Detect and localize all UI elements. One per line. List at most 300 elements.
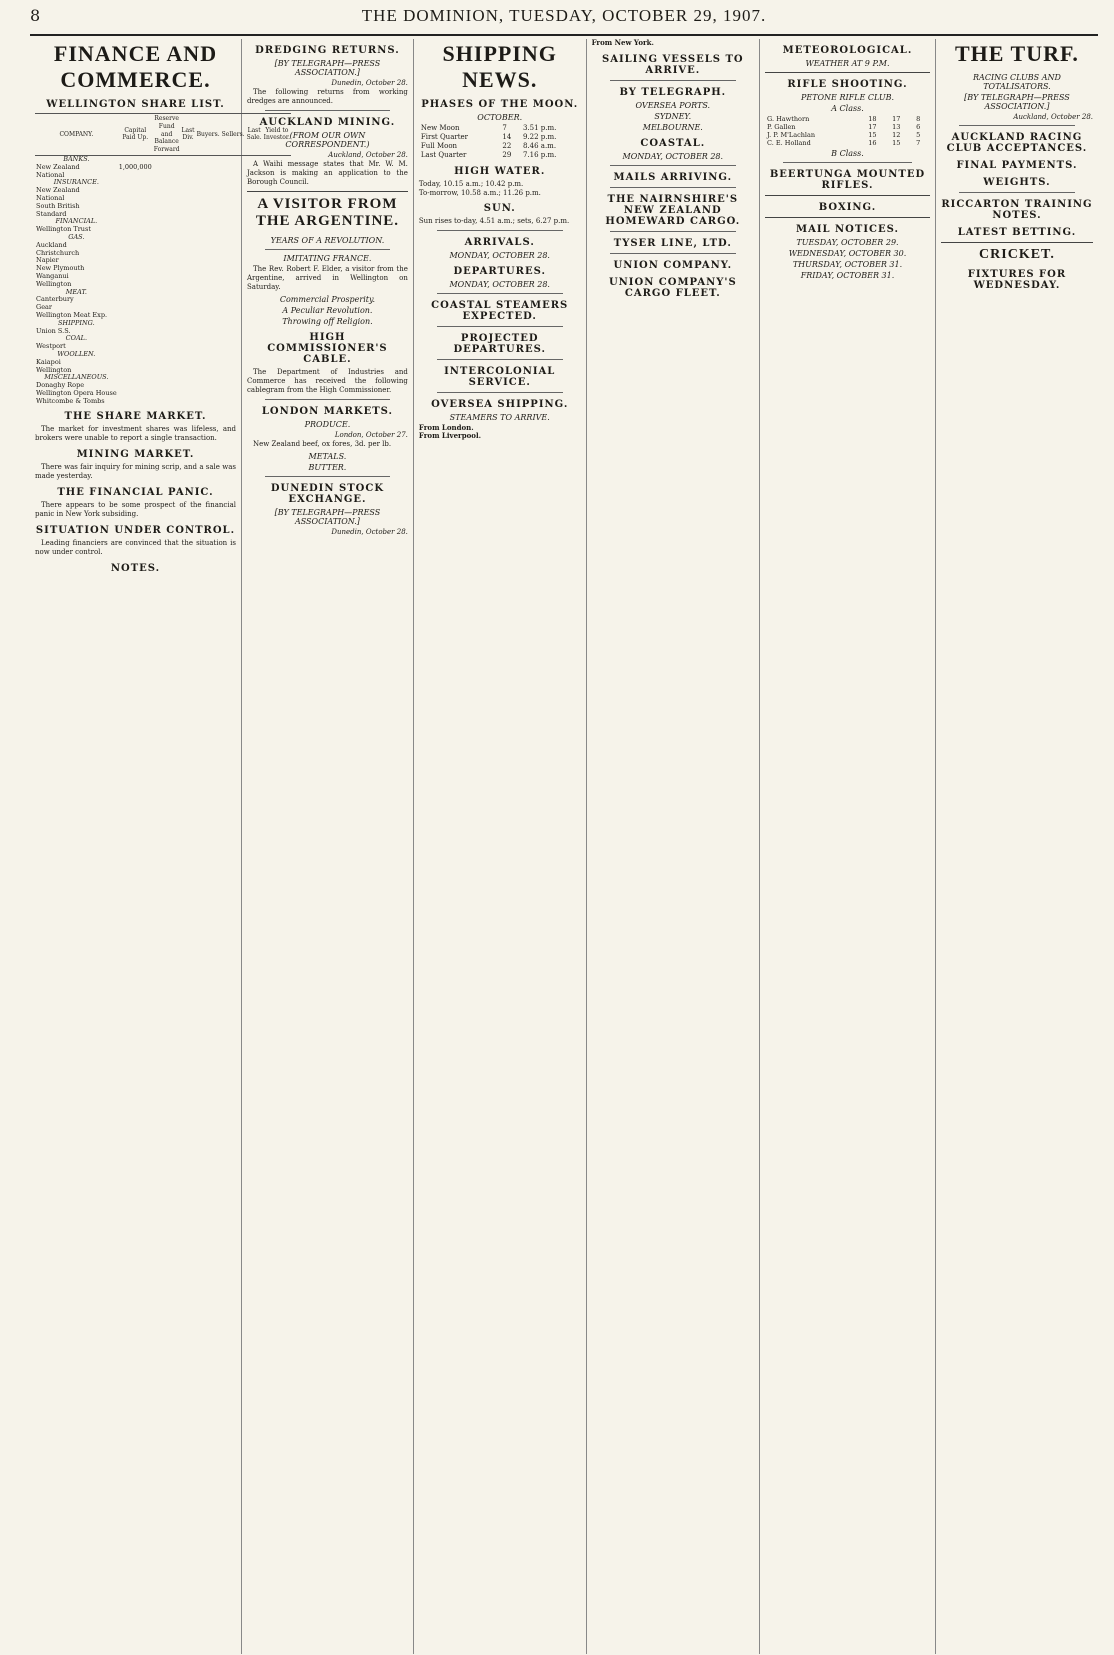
turf-heading: THE TURF. (954, 41, 1079, 66)
table-cell (196, 367, 221, 375)
table-cell (196, 312, 221, 320)
table-cell (153, 398, 181, 406)
table-cell: FINANCIAL. (55, 217, 98, 226)
table-cell: SHIPPING. (57, 318, 95, 327)
table-cell: Auckland (36, 240, 67, 249)
rifle-class-a: A Class. (831, 104, 864, 113)
table-cell (181, 179, 196, 187)
table-cell (153, 335, 181, 343)
share-market-title: THE SHARE MARKET. (64, 411, 207, 423)
table-cell (118, 335, 153, 343)
table-cell (181, 367, 196, 375)
table-cell (181, 155, 196, 163)
table-cell: BANKS. (63, 154, 90, 163)
table-cell (153, 203, 181, 211)
mail-day-4: FRIDAY, OCTOBER 31. (800, 271, 895, 280)
table-cell (153, 382, 181, 390)
phase-cell: Full Moon (420, 142, 458, 150)
mail-day-1: TUESDAY, OCTOBER 29. (796, 238, 899, 247)
weights-title: WEIGHTS. (983, 177, 1051, 188)
union-title: UNION COMPANY. (613, 259, 733, 271)
table-cell (181, 351, 196, 359)
phase-cell: Last Quarter (420, 151, 467, 159)
rifle-cell: 13 (892, 123, 901, 131)
share-col-header: Last Sale. (246, 114, 263, 156)
table-cell: COAL. (65, 334, 88, 343)
table-cell (153, 195, 181, 203)
table-cell (196, 218, 221, 226)
table-cell (118, 218, 153, 226)
arrivals-title: ARRIVALS. (464, 236, 535, 248)
masthead (30, 6, 1098, 36)
table-cell (153, 367, 181, 375)
table-cell (196, 164, 221, 172)
sun-line: Sun rises to-day, 4.51 a.m.; sets, 6.27 p.m. (418, 217, 570, 226)
table-cell: INSURANCE. (53, 178, 99, 187)
table-cell (196, 155, 221, 163)
table-cell (196, 398, 221, 406)
share-list-title: WELLINGTON SHARE LIST. (46, 99, 225, 110)
dredging-text: The following returns from working dredges are announced. (247, 88, 408, 105)
high-commissioner-text: The Department of Industries and Commerce has received the following cablegram from the High Commissioner. (247, 368, 408, 394)
table-cell (181, 234, 196, 242)
rifle-club: PETONE RIFLE CLUB. (800, 93, 895, 102)
telegraph-title: BY TELEGRAPH. (619, 86, 727, 98)
rifle-cell: 18 (868, 115, 877, 123)
turf-dateline: Auckland, October 28. (1013, 113, 1093, 121)
oversea-sub: STEAMERS TO ARRIVE. (449, 412, 550, 422)
table-cell (153, 164, 181, 172)
table-cell: Wellington Meat Exp. (36, 310, 108, 319)
dredging-title: DREDGING RETURNS. (255, 45, 400, 56)
dredging-sub: [BY TELEGRAPH—PRESS ASSOCIATION.] (274, 59, 381, 77)
table-cell (181, 226, 196, 234)
departures-date: MONDAY, OCTOBER 28. (449, 279, 550, 289)
rifle-row (765, 131, 930, 139)
table-cell (118, 328, 153, 336)
table-cell (181, 312, 196, 320)
rifle-cell: 17 (892, 115, 901, 123)
table-cell (196, 328, 221, 336)
rifle-row (765, 123, 930, 131)
rifle-cell: 6 (916, 123, 921, 131)
table-cell (118, 234, 153, 242)
table-cell (153, 265, 181, 273)
rifle-title: RIFLE SHOOTING. (787, 79, 908, 90)
table-cell (181, 195, 196, 203)
produce-text: New Zealand beef, ox fores, 3d. per lb. (253, 440, 392, 448)
table-cell (153, 281, 181, 289)
table-cell: WOOLLEN. (57, 349, 96, 358)
table-cell (196, 179, 221, 187)
table-cell (153, 250, 181, 258)
table-cell (153, 179, 181, 187)
boxing-title: BOXING. (818, 202, 877, 213)
finance-heading: FINANCE AND COMMERCE. (53, 41, 218, 92)
table-cell (196, 203, 221, 211)
phase-cell: 22 (502, 142, 512, 150)
table-cell (153, 211, 181, 219)
table-cell (181, 211, 196, 219)
table-cell (181, 187, 196, 195)
riccarton-title: RICCARTON TRAINING NOTES. (941, 199, 1093, 221)
produce-dateline: London, October 27. (334, 431, 408, 439)
share-market-text: The market for investment shares was lifeless, and brokers were unable to report a single transaction. (35, 425, 236, 443)
butter-sub: BUTTER. (308, 463, 347, 472)
table-cell: GAS. (68, 232, 85, 241)
table-cell (181, 172, 196, 180)
rifle-cell: 5 (916, 131, 921, 139)
table-cell: Standard (36, 209, 67, 218)
table-cell (181, 257, 196, 265)
table-cell (118, 273, 153, 281)
sun-title: SUN. (483, 203, 516, 215)
table-cell (196, 226, 221, 234)
departures-title: DEPARTURES. (453, 265, 546, 277)
turf-sub: RACING CLUBS AND TOTALISATORS. (973, 73, 1061, 91)
table-cell (118, 179, 153, 187)
london-markets-title: LONDON MARKETS. (261, 406, 393, 417)
rifle-cell: 8 (916, 115, 921, 123)
sydney: SYDNEY. (654, 111, 692, 121)
table-cell (153, 226, 181, 234)
phases-table (419, 124, 581, 160)
share-col-header: Yield to Investor. (263, 114, 291, 156)
page-number: 8 (30, 6, 41, 25)
share-col-header: Capital Paid Up. (118, 114, 153, 156)
turf-tel: [BY TELEGRAPH—PRESS ASSOCIATION.] (964, 93, 1070, 111)
mail-day-2: WEDNESDAY, OCTOBER 30. (788, 249, 907, 258)
auckland-mining-text: A Waihi message states that Mr. W. M. Jackson is making an application to the Borough Council. (247, 160, 408, 186)
nz-homeward-title: THE NAIRNSHIRE'S NEW ZEALAND HOMEWARD CARGO. (605, 193, 741, 227)
produce-sub: PRODUCE. (304, 420, 351, 429)
table-cell (196, 343, 221, 351)
auckland-mining-title: AUCKLAND MINING. (259, 117, 396, 128)
phase-cell: 7.16 p.m. (522, 151, 557, 159)
table-cell (153, 234, 181, 242)
mail-day-3: THURSDAY, OCTOBER 31. (792, 260, 903, 269)
phases-title: PHASES OF THE MOON. (421, 99, 579, 110)
table-cell (118, 398, 153, 406)
column-finance (30, 39, 291, 1654)
phase-cell: 9.22 p.m. (522, 133, 557, 141)
table-cell (196, 296, 221, 304)
mining-market-text: There was fair inquiry for mining scrip, and a sale was made yesterday. (35, 463, 236, 481)
table-cell (118, 257, 153, 265)
situation-title: SITUATION UNDER CONTROL. (35, 525, 236, 537)
table-cell (196, 234, 221, 242)
table-cell (181, 203, 196, 211)
table-cell: Wellington (36, 365, 72, 374)
column-shipping-2 (587, 39, 760, 1654)
phases-month: OCTOBER. (477, 113, 523, 122)
phase-cell: New Moon (420, 124, 460, 132)
table-cell (118, 343, 153, 351)
arrivals-date: MONDAY, OCTOBER 28. (449, 250, 550, 260)
table-cell: New Zealand (36, 186, 80, 195)
share-col-header: Last Div. (181, 114, 196, 156)
table-cell (153, 273, 181, 281)
argentine-subhead4: Throwing off Religion. (282, 317, 373, 326)
table-cell (153, 289, 181, 297)
table-cell: Kaiapoi (36, 357, 61, 366)
table-cell (118, 367, 153, 375)
rifle-class-b: B Class. (831, 149, 864, 158)
argentine-heading: A VISITOR FROM THE ARGENTINE. (255, 196, 400, 229)
table-cell (153, 242, 181, 250)
mounted-title: BEERTUNGA MOUNTED RIFLES. (769, 169, 926, 191)
rifle-cell: G. Hawthorn (767, 115, 810, 123)
rifle-row (765, 115, 930, 123)
table-cell (118, 374, 153, 382)
latest-betting-title: LATEST BETTING. (957, 227, 1077, 238)
table-cell (196, 172, 221, 180)
melbourne: MELBOURNE. (642, 122, 703, 132)
table-cell: Westport (36, 342, 66, 351)
table-cell (153, 312, 181, 320)
table-cell (181, 273, 196, 281)
table-cell (181, 382, 196, 390)
table-cell: Napier (36, 256, 59, 265)
table-cell (118, 281, 153, 289)
table-cell: Whitcombe & Tombs (36, 396, 105, 405)
table-cell (153, 257, 181, 265)
dunedin-stock-sub: [BY TELEGRAPH—PRESS ASSOCIATION.] (274, 508, 381, 526)
table-cell (153, 359, 181, 367)
met-title: METEOROLOGICAL. (782, 45, 913, 56)
final-payments-title: FINAL PAYMENTS. (956, 160, 1078, 171)
table-cell (153, 187, 181, 195)
table-cell (118, 211, 153, 219)
table-cell (118, 265, 153, 273)
phase-cell: 7 (502, 124, 507, 132)
table-cell (196, 242, 221, 250)
intercolonial-title: INTERCOLONIAL SERVICE. (444, 365, 556, 388)
table-cell: Wellington (36, 279, 72, 288)
argentine-text: The Rev. Robert F. Elder, a visitor from the Argentine, arrived in Wellington on Saturday. (247, 265, 408, 291)
financial-panic-title: THE FINANCIAL PANIC. (57, 487, 214, 499)
table-cell (181, 343, 196, 351)
table-cell: Union S.S. (36, 326, 71, 335)
dunedin-stock-title: DUNEDIN STOCK EXCHANGE. (270, 483, 385, 505)
table-cell (181, 218, 196, 226)
phase-row (419, 124, 581, 133)
auckland-mining-sub: (FROM OUR OWN CORRESPONDENT.) (285, 131, 370, 149)
high-water-line-1: Today, 10.15 a.m.; 10.42 p.m. (418, 180, 524, 188)
table-cell (118, 226, 153, 234)
table-cell: South British (36, 201, 80, 210)
phase-cell: 3.51 p.m. (522, 124, 557, 132)
dunedin-stock-dateline: Dunedin, October 28. (331, 528, 408, 536)
table-cell (181, 359, 196, 367)
table-cell (196, 382, 221, 390)
table-cell (153, 304, 181, 312)
oversea-title: OVERSEA SHIPPING. (431, 398, 569, 410)
rifle-table-a (765, 115, 930, 147)
argentine-sub: YEARS OF A REVOLUTION. (270, 236, 385, 245)
phase-cell: 29 (502, 151, 512, 159)
table-cell (196, 289, 221, 297)
projected-title: PROJECTED DEPARTURES. (453, 332, 546, 355)
rifle-cell: 15 (892, 139, 901, 147)
table-cell (196, 265, 221, 273)
table-cell (118, 351, 153, 359)
phase-cell: 8.46 a.m. (522, 142, 557, 150)
share-col-header: Sellers. (221, 114, 246, 156)
met-sub: WEATHER AT 9 P.M. (805, 59, 890, 68)
table-cell (181, 265, 196, 273)
sailing-title: SAILING VESSELS TO ARRIVE. (601, 53, 744, 76)
phase-row (419, 151, 581, 160)
rifle-cell: 15 (868, 131, 877, 139)
table-cell (118, 242, 153, 250)
table-cell (118, 320, 153, 328)
table-cell (196, 390, 221, 398)
mining-market-title: MINING MARKET. (76, 449, 195, 461)
situation-text: Leading financiers are convinced that the situation is now under control. (35, 539, 236, 557)
table-cell (153, 172, 181, 180)
rifle-cell: 16 (868, 139, 877, 147)
table-cell: National (36, 193, 65, 202)
column-markets (242, 39, 414, 1654)
argentine-subhead: IMITATING FRANCE. (283, 254, 372, 263)
table-cell (196, 187, 221, 195)
table-cell (181, 320, 196, 328)
share-col-header: COMPANY. (35, 114, 118, 156)
column-sport (760, 39, 936, 1654)
table-cell (196, 211, 221, 219)
table-cell (181, 374, 196, 382)
auckland-mining-dateline: Auckland, October 28. (328, 151, 408, 159)
table-cell (118, 187, 153, 195)
table-cell: MISCELLANEOUS. (44, 373, 109, 382)
shipping-heading: SHIPPING NEWS. (442, 41, 557, 92)
arc-title: AUCKLAND RACING CLUB ACCEPTANCES. (946, 132, 1088, 154)
table-cell (196, 304, 221, 312)
high-commissioner-title: HIGH COMMISSIONER'S CABLE. (267, 332, 388, 365)
table-cell: Donaghy Rope (36, 381, 85, 390)
table-cell (153, 155, 181, 163)
union-cargo-title: UNION COMPANY'S CARGO FLEET. (608, 276, 737, 299)
cricket-heading: CRICKET. (979, 247, 1055, 262)
table-cell (118, 195, 153, 203)
table-cell (196, 273, 221, 281)
table-cell (181, 328, 196, 336)
table-cell (181, 164, 196, 172)
table-cell (118, 382, 153, 390)
table-cell (196, 359, 221, 367)
table-cell: Christchurch (36, 248, 80, 257)
table-cell (181, 390, 196, 398)
rifle-cell: P. Gallen (767, 123, 796, 131)
column-turf (936, 39, 1098, 1654)
table-cell (118, 304, 153, 312)
column-shipping (414, 39, 587, 1654)
table-cell (153, 343, 181, 351)
table-cell (196, 320, 221, 328)
table-cell (181, 296, 196, 304)
masthead-title: THE DOMINION, TUESDAY, OCTOBER 29, 1907. (361, 6, 767, 25)
table-cell (196, 257, 221, 265)
table-cell (153, 296, 181, 304)
rifle-cell: J. P. M'Lachlan (767, 131, 816, 139)
table-cell (196, 195, 221, 203)
financial-panic-text: There appears to be some prospect of the financial panic in New York subsiding. (35, 501, 236, 519)
phase-row (419, 142, 581, 151)
table-cell (196, 374, 221, 382)
table-cell (153, 320, 181, 328)
table-cell (153, 374, 181, 382)
share-col-header: Buyers. (196, 114, 221, 156)
table-cell (181, 242, 196, 250)
coastal-expected-title: COASTAL STEAMERS EXPECTED. (431, 299, 569, 322)
columns (30, 39, 1098, 1654)
table-cell (181, 304, 196, 312)
table-cell (118, 203, 153, 211)
rifle-cell: C. E. Holland (767, 139, 811, 147)
table-cell (196, 281, 221, 289)
table-cell: Wanganui (36, 271, 69, 280)
coastal-title: COASTAL. (640, 137, 706, 149)
share-col-header: Reserve Fund and Balance Forward (153, 114, 181, 156)
table-cell: Wellington Opera House (36, 388, 117, 397)
table-cell: 1,000,000 (118, 162, 152, 171)
phase-cell: 14 (502, 133, 512, 141)
high-water-line-2: To-morrow, 10.58 a.m.; 11.26 p.m. (418, 188, 541, 197)
rifle-row (765, 139, 930, 147)
from-liverpool: From Liverpool. (418, 431, 482, 441)
table-cell: Canterbury (36, 295, 74, 304)
table-cell: New Plymouth (36, 264, 85, 273)
table-cell (153, 351, 181, 359)
rifle-cell: 7 (916, 139, 921, 147)
coastal-date: MONDAY, OCTOBER 28. (622, 151, 724, 161)
table-cell: Gear (36, 303, 53, 312)
table-cell (118, 250, 153, 258)
table-cell (181, 398, 196, 406)
table-cell: MEAT. (65, 287, 87, 296)
table-cell (196, 351, 221, 359)
table-cell (196, 250, 221, 258)
from-london: From London. (418, 422, 474, 432)
table-cell (118, 390, 153, 398)
phase-row (419, 133, 581, 142)
fixtures-title: FIXTURES FOR WEDNESDAY. (967, 269, 1067, 291)
notes-title: NOTES. (110, 563, 161, 575)
phase-cell: First Quarter (420, 133, 469, 141)
table-cell (196, 335, 221, 343)
table-cell (118, 172, 153, 180)
table-cell (153, 390, 181, 398)
argentine-subhead2: Commercial Prosperity. (279, 295, 376, 304)
mails-arriving-title: MAILS ARRIVING. (613, 171, 733, 183)
table-cell (181, 289, 196, 297)
argentine-subhead3: A Peculiar Revolution. (282, 306, 373, 315)
table-cell (118, 359, 153, 367)
table-cell (181, 281, 196, 289)
table-cell: New Zealand (36, 162, 80, 171)
table-cell (118, 312, 153, 320)
table-cell (153, 328, 181, 336)
table-cell (153, 218, 181, 226)
table-cell (181, 335, 196, 343)
tyser-title: TYSER LINE, LTD. (613, 237, 732, 249)
dredging-dateline: Dunedin, October 28. (331, 79, 408, 87)
rifle-cell: 12 (892, 131, 901, 139)
table-cell (118, 296, 153, 304)
mail-notices-title: MAIL NOTICES. (796, 224, 899, 235)
table-cell (118, 289, 153, 297)
